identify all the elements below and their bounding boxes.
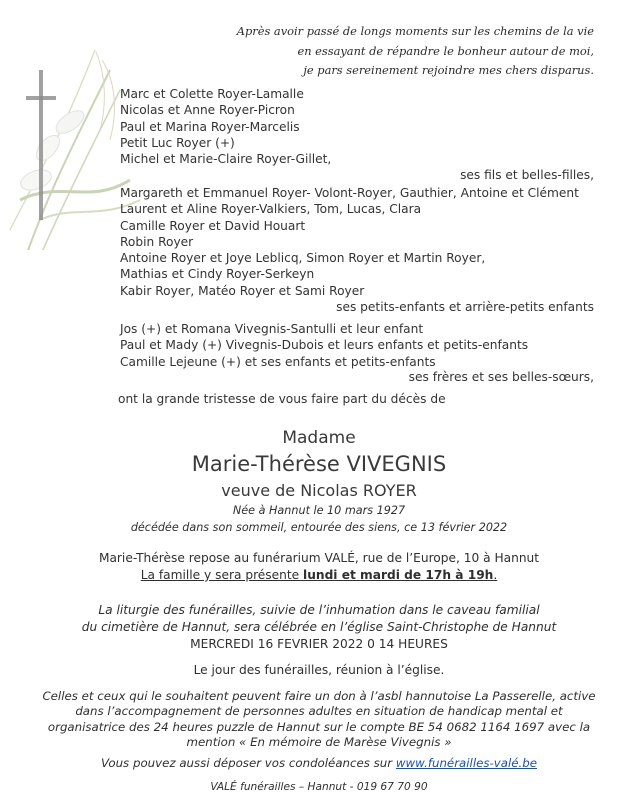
liturgy-line-2: du cimetière de Hannut, sera célébrée en l’église Saint-Christophe de Hannut bbox=[81, 620, 557, 634]
family-line: Petit Luc Royer (+) bbox=[120, 135, 235, 150]
family-line: Paul et Marina Royer-Marcelis bbox=[120, 119, 300, 134]
family-group-sons bbox=[120, 86, 600, 167]
relation-grandchildren: ses petits-enfants et arrière-petits enfants bbox=[336, 300, 594, 314]
liturgy-line-1: La liturgie des funérailles, suivie de l’inhumation dans le caveau familial bbox=[98, 603, 540, 617]
family-line: Mathias et Cindy Royer-Serkeyn bbox=[120, 267, 315, 282]
condolences-link[interactable]: www.funérailles-valé.be bbox=[395, 756, 538, 770]
condolences-info bbox=[0, 756, 638, 770]
intro-poem bbox=[234, 22, 594, 81]
family-line: Nicolas et Anne Royer-Picron bbox=[120, 103, 295, 118]
family-line: Camille Royer et David Houart bbox=[120, 218, 306, 233]
donation-line: organisatrice des 24 heures puzzle de Hannut sur le compte BE 54 0682 1164 1697 avec la bbox=[47, 719, 591, 734]
relation-sons: ses fils et belles-filles, bbox=[460, 168, 594, 182]
family-line: Antoine Royer et Joye Leblicq, Simon Royer et Martin Royer, bbox=[120, 251, 486, 266]
visitation-end: . bbox=[493, 568, 498, 582]
poem-line: Après avoir passé de longs moments sur les chemins de la vie bbox=[236, 24, 594, 38]
poem-line: je pars sereinement rejoindre mes chers disparus. bbox=[303, 63, 594, 77]
widow-of: veuve de Nicolas ROYER bbox=[221, 481, 417, 500]
relation-siblings: ses frères et ses belles-sœurs, bbox=[408, 370, 594, 384]
donation-line: dans l’accompagnement de personnes adultes en situation de handicap mental et bbox=[75, 704, 563, 719]
family-line: Laurent et Aline Royer-Valkiers, Tom, Lucas, Clara bbox=[120, 202, 422, 217]
condolences-text: Vous pouvez aussi déposer vos condoléances sur bbox=[100, 756, 396, 770]
poem-line: en essayant de répandre le bonheur autour de moi, bbox=[297, 43, 594, 58]
gathering-info: Le jour des funérailles, réunion à l’église. bbox=[193, 663, 445, 677]
family-present-text: La famille y sera présente bbox=[140, 568, 304, 582]
family-line: Marc et Colette Royer-Lamalle bbox=[120, 87, 304, 101]
birth-info: Née à Hannut le 10 mars 1927 bbox=[232, 504, 406, 517]
family-line: Robin Royer bbox=[120, 234, 194, 249]
footer-contact: VALÉ funérailles – Hannut - 019 67 70 90 bbox=[210, 781, 428, 793]
donation-line: Celles et ceux qui le souhaitent peuvent faire un don à l’asbl hannutoise La Passerelle, active bbox=[42, 689, 596, 703]
family-line: Paul et Mady (+) Vivegnis-Dubois et leurs enfants et petits-enfants bbox=[120, 338, 529, 353]
family-group-siblings bbox=[120, 321, 600, 370]
death-info: décédée dans son sommeil, entourée des siens, ce 13 février 2022 bbox=[130, 521, 508, 534]
donation-line: mention « En mémoire de Marèse Vivegnis » bbox=[186, 734, 452, 749]
family-line: Jos (+) et Romana Vivegnis-Santulli et leur enfant bbox=[120, 322, 424, 336]
family-line: Margareth et Emmanuel Royer- Volont-Royer, Gauthier, Antoine et Clément bbox=[120, 186, 579, 200]
funeral-datetime: MERCREDI 16 FEVRIER 2022 0 14 HEURES bbox=[190, 637, 448, 651]
announcement-text: ont la grande tristesse de vous faire part du décès de bbox=[118, 392, 446, 406]
family-line: Camille Lejeune (+) et ses enfants et petits-enfants bbox=[120, 354, 436, 369]
deceased-name: Marie-Thérèse VIVEGNIS bbox=[191, 452, 447, 476]
deceased-title: Madame bbox=[282, 428, 356, 448]
visitation-hours bbox=[0, 568, 638, 582]
family-group-grandchildren bbox=[120, 185, 600, 299]
donation-info bbox=[0, 689, 638, 750]
family-line: Michel et Marie-Claire Royer-Gillet, bbox=[120, 152, 332, 167]
family-line: Kabir Royer, Matéo Royer et Sami Royer bbox=[120, 283, 365, 298]
visitation-days-hours: lundi et mardi de 17h à 19h bbox=[303, 568, 494, 582]
reposes-info: Marie-Thérèse repose au funérarium VALÉ, rue de l’Europe, 10 à Hannut bbox=[98, 551, 540, 565]
